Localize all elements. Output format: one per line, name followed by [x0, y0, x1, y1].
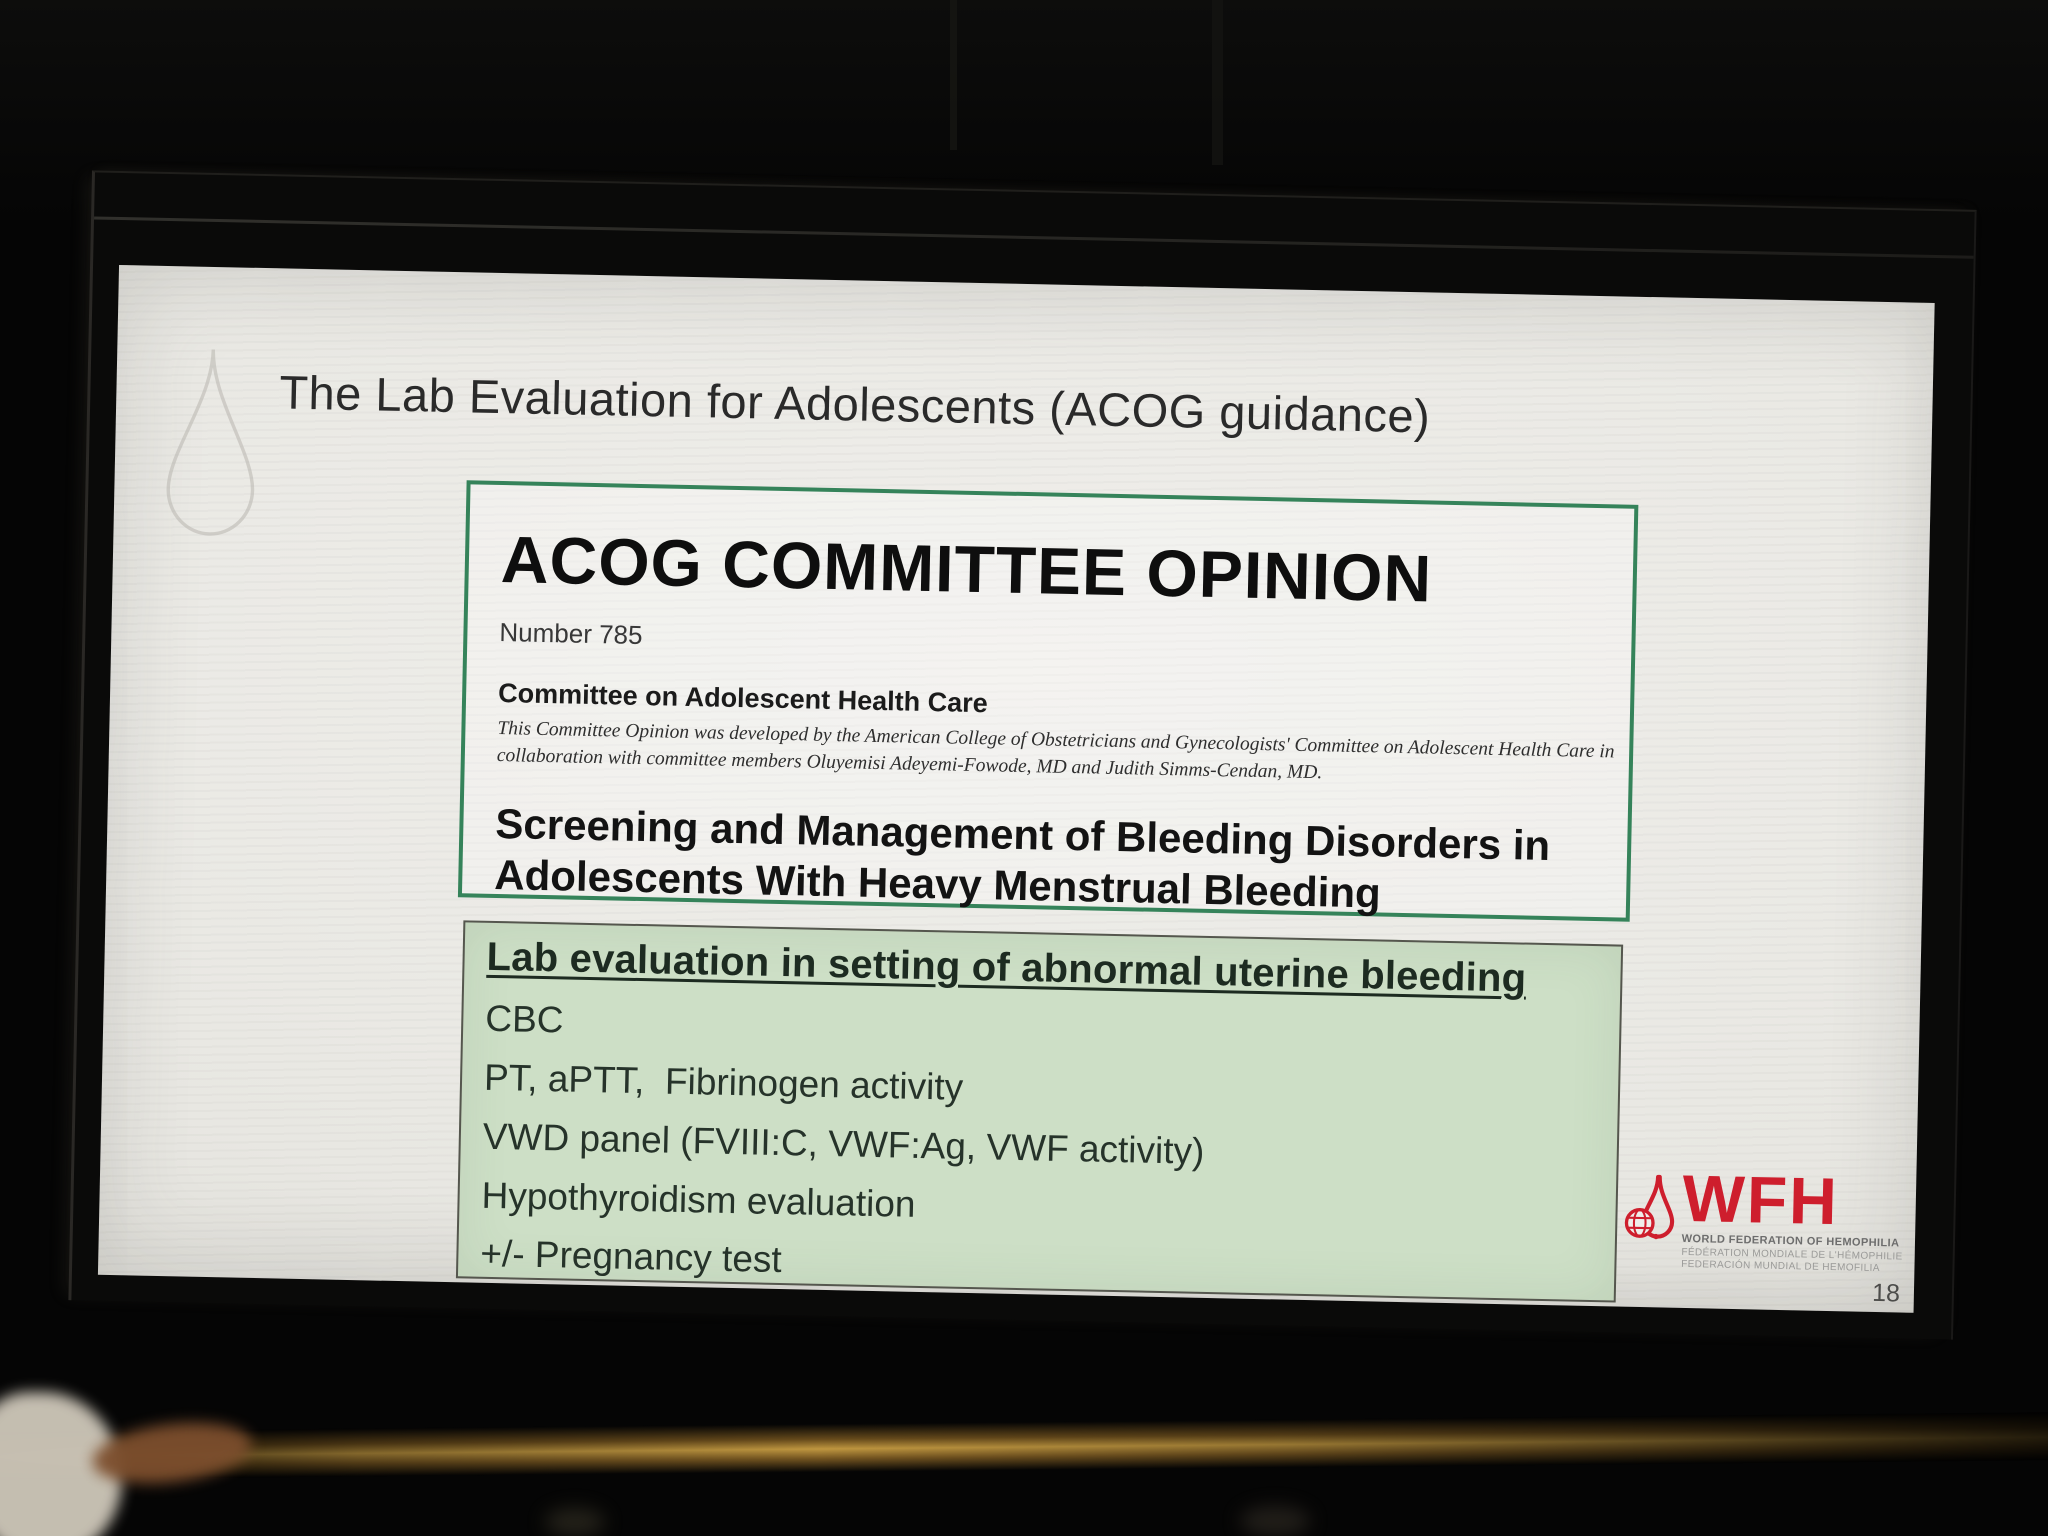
acog-number: Number 785	[499, 617, 643, 651]
lab-item: CBC	[484, 997, 564, 1041]
slide-page-number: 18	[1871, 1278, 1901, 1308]
lab-evaluation-box	[456, 920, 1623, 1302]
ceiling-panel-edge	[950, 0, 957, 150]
wfh-tagline-es: FEDERACIÓN MUNDIAL DE HEMOFILIA	[1681, 1258, 1880, 1275]
acog-committee-label: Committee on Adolescent Health Care	[497, 678, 988, 719]
floor-reflection	[545, 1508, 605, 1536]
lab-item: Hypothyroidism evaluation	[481, 1174, 916, 1225]
slide-title: The Lab Evaluation for Adolescents (ACOG guidance)	[278, 365, 1431, 443]
lab-item: PT, aPTT, Fibrinogen activity	[483, 1056, 964, 1108]
acog-heading: ACOG COMMITTEE OPINION	[500, 522, 1433, 616]
acog-committee-opinion-box	[458, 480, 1638, 921]
drop-watermark-icon	[149, 344, 273, 551]
wfh-logo	[1621, 1161, 1904, 1275]
floor-reflection	[1240, 1506, 1310, 1536]
lab-item: VWD panel (FVIII:C, VWF:Ag, VWF activity)	[482, 1115, 1205, 1172]
projection-screen	[68, 170, 1976, 1339]
brass-rail	[0, 1412, 2048, 1480]
acog-description: This Committee Opinion was developed by the American College of Obstetricians and Gynecologists' Committee on Adolescent Health Care in collaboration with committee members Oluyemisi Adeyemi-Fowode, MD and Judith Simms-Cendan, MD.	[496, 718, 1615, 784]
lab-evaluation-header: Lab evaluation in setting of abnormal uterine bleeding	[486, 934, 1527, 1001]
wfh-acronym: WFH	[1681, 1161, 1840, 1239]
wfh-tagline-fr: FÉDÉRATION MONDIALE DE L'HÉMOPHILIE	[1681, 1246, 1903, 1263]
wfh-tagline-en: WORLD FEDERATION OF HEMOPHILIA	[1681, 1232, 1900, 1250]
wfh-drop-globe-icon	[1622, 1171, 1682, 1246]
lab-item: +/- Pregnancy test	[480, 1233, 783, 1281]
presentation-slide	[98, 265, 1935, 1313]
wfh-logo-text	[1681, 1161, 1904, 1275]
ceiling-panel-edge	[1212, 0, 1223, 165]
acog-subtitle: Screening and Management of Bleeding Disorders in Adolescents With Heavy Menstrual Bleeding	[493, 799, 1551, 917]
